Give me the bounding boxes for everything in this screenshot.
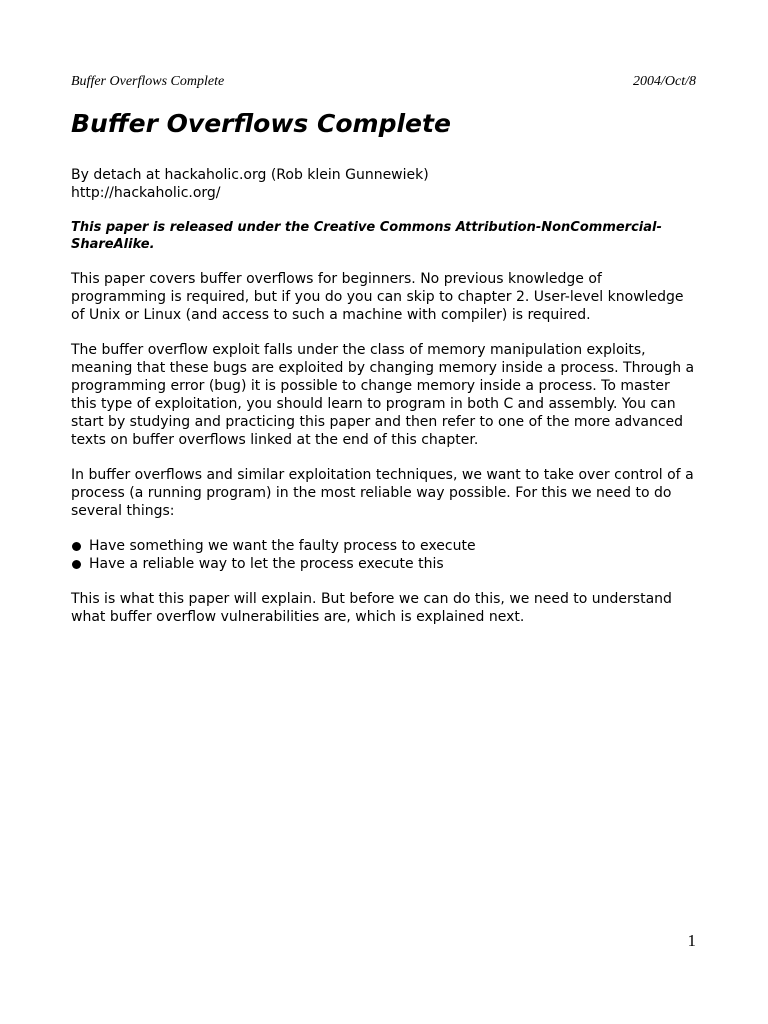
bullet-dot-icon [72, 542, 81, 551]
running-header [71, 73, 696, 91]
paragraph-exploit-class: The buffer overflow exploit falls under the class of memory manipulation exploits, meaning that these bugs are exploited by changing memory inside a process. Through a programming error (bug) it is possible to change memory inside a process. To master this type of exploitation, you should learn to program in both C and assembly. You can start by studying and practicing this paper and then refer to one of the more advanced texts on buffer overflows linked at the end of this chapter. [71, 342, 695, 448]
author-url: http://hackaholic.org/ [71, 185, 221, 201]
header-date: 2004/Oct/8 [633, 74, 696, 89]
paragraph-intro: This paper covers buffer overflows for beginners. No previous knowledge of programming is required, but if you do you can skip to chapter 2. User-level knowledge of Unix or Linux (and access to such a machine with compiler) is required. [71, 271, 684, 323]
author-block [71, 166, 698, 202]
list-item [71, 555, 698, 573]
document-page [71, 0, 698, 1024]
page-number: 1 [687, 931, 696, 950]
list-item-text: Have a reliable way to let the process execute this [89, 556, 444, 572]
header-title: Buffer Overflows Complete [71, 74, 225, 89]
document-body [71, 166, 698, 643]
bullet-list [71, 537, 698, 573]
list-item [71, 537, 698, 555]
paragraph-goals: In buffer overflows and similar exploitation techniques, we want to take over control of a process (a running program) in the most reliable way possible. For this we need to do several things: [71, 467, 694, 519]
license-notice: This paper is released under the Creative Commons Attribution-NonCommercial-ShareAlike. [71, 220, 662, 252]
list-item-text: Have something we want the faulty process to execute [89, 538, 476, 554]
paragraph-closing: This is what this paper will explain. But before we can do this, we need to understand what buffer overflow vulnerabilities are, which is explained next. [71, 591, 672, 625]
author-byline: By detach at hackaholic.org (Rob klein Gunnewiek) [71, 167, 429, 183]
bullet-dot-icon [72, 560, 81, 569]
document-title: Buffer Overflows Complete [71, 109, 451, 138]
